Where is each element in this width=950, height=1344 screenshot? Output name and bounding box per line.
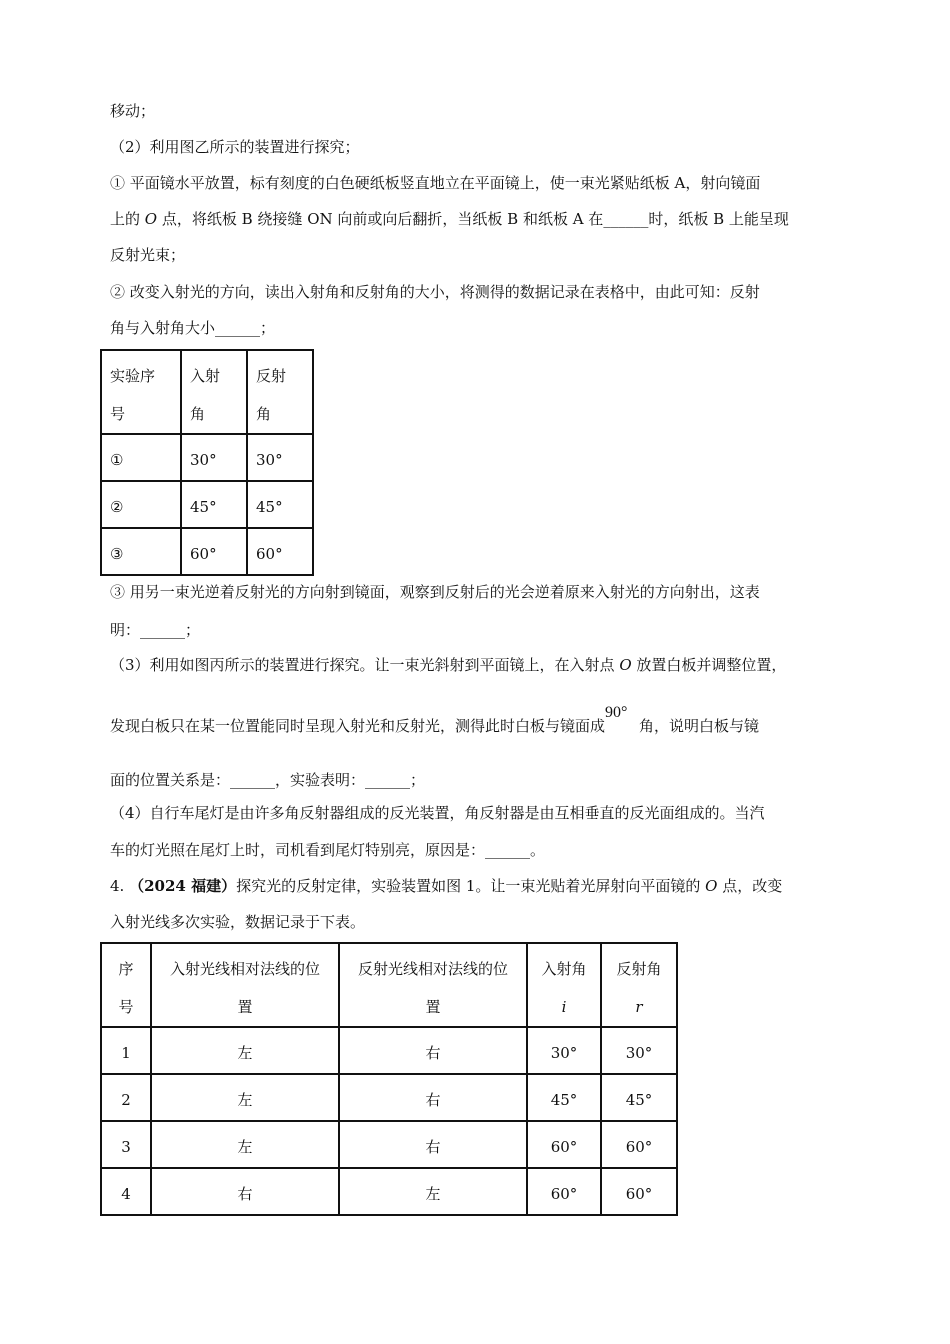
- subquestion-2: （2）利用图乙所示的装置进行探究；: [110, 138, 360, 156]
- text-line: 上的 O 点，将纸板 B 绕接缝 ON 向前或向后翻折，当纸板 B 和纸板 A 在______时，纸板 B 上能呈现: [110, 210, 789, 228]
- table-row: 3 左 右 60° 60°: [101, 1121, 677, 1168]
- table-header-cell: 入射光线相对法线的位 置: [151, 943, 339, 1027]
- answer-blank: ______: [215, 319, 261, 337]
- table-header-cell: 反射角 r: [601, 943, 677, 1027]
- answer-blank: ______: [603, 210, 649, 228]
- text-line: 明：______；: [110, 621, 201, 639]
- table-header-cell: 反射 角: [247, 350, 313, 434]
- table-row: ③ 60° 60°: [101, 528, 313, 575]
- table-header-row: [101, 943, 677, 1027]
- data-table-2: [100, 942, 678, 1216]
- answer-blank: ______: [485, 841, 531, 859]
- text-line: 车的灯光照在尾灯上时，司机看到尾灯特别亮，原因是：______。: [110, 841, 546, 859]
- point-o: O: [619, 656, 632, 674]
- text-line: 角与入射角大小______；: [110, 319, 276, 337]
- data-table-1: [100, 349, 314, 576]
- table-row: ② 45° 45°: [101, 481, 313, 528]
- text-line: 反射光束；: [110, 246, 186, 264]
- text-line: ① 平面镜水平放置，标有刻度的白色硬纸板竖直地立在平面镜上，使一束光紧贴纸板 A，射向镜面: [110, 174, 761, 192]
- text-line: 面的位置关系是：______，实验表明：______；: [110, 771, 426, 789]
- question-source: （2024 福建）: [129, 877, 237, 895]
- angle-90: 90°: [605, 704, 628, 721]
- table-row: 2 左 右 45° 45°: [101, 1074, 677, 1121]
- table-header-cell: 实验序 号: [101, 350, 181, 434]
- point-o: O: [705, 877, 718, 895]
- text-line: ② 改变入射光的方向，读出入射角和反射角的大小，将测得的数据记录在表格中，由此可知：反射: [110, 283, 760, 301]
- answer-blank: ______: [140, 621, 186, 639]
- question-4: 4. （2024 福建）探究光的反射定律，实验装置如图 1。让一束光贴着光屏射向平面镜的 O 点，改变: [110, 877, 783, 895]
- text-line: 发现白板只在某一位置能同时呈现入射光和反射光，测得此时白板与镜面成90°角，说明白板与镜: [110, 704, 760, 735]
- answer-blank: ______: [230, 771, 276, 789]
- table-header-row: [101, 350, 313, 434]
- text-line: ③ 用另一束光逆着反射光的方向射到镜面，观察到反射后的光会逆着原来入射光的方向射出，这表: [110, 583, 760, 601]
- table-header-cell: 入射角 i: [527, 943, 601, 1027]
- table-row: ① 30° 30°: [101, 434, 313, 481]
- table-header-cell: 反射光线相对法线的位 置: [339, 943, 527, 1027]
- text-line: 移动；: [110, 102, 156, 120]
- subquestion-3: （3）利用如图丙所示的装置进行探究。让一束光斜射到平面镜上，在入射点 O 放置白板并调整位置，: [110, 656, 787, 674]
- table-header-cell: 序 号: [101, 943, 151, 1027]
- subquestion-4: （4）自行车尾灯是由许多角反射器组成的反光装置，角反射器是由互相垂直的反光面组成的。当汽: [110, 804, 765, 822]
- table-row: 1 左 右 30° 30°: [101, 1027, 677, 1074]
- table-row: 4 右 左 60° 60°: [101, 1168, 677, 1215]
- answer-blank: ______: [365, 771, 411, 789]
- text-line: 入射光线多次实验，数据记录于下表。: [110, 913, 366, 931]
- point-o: O: [144, 210, 158, 228]
- table-header-cell: 入射 角: [181, 350, 247, 434]
